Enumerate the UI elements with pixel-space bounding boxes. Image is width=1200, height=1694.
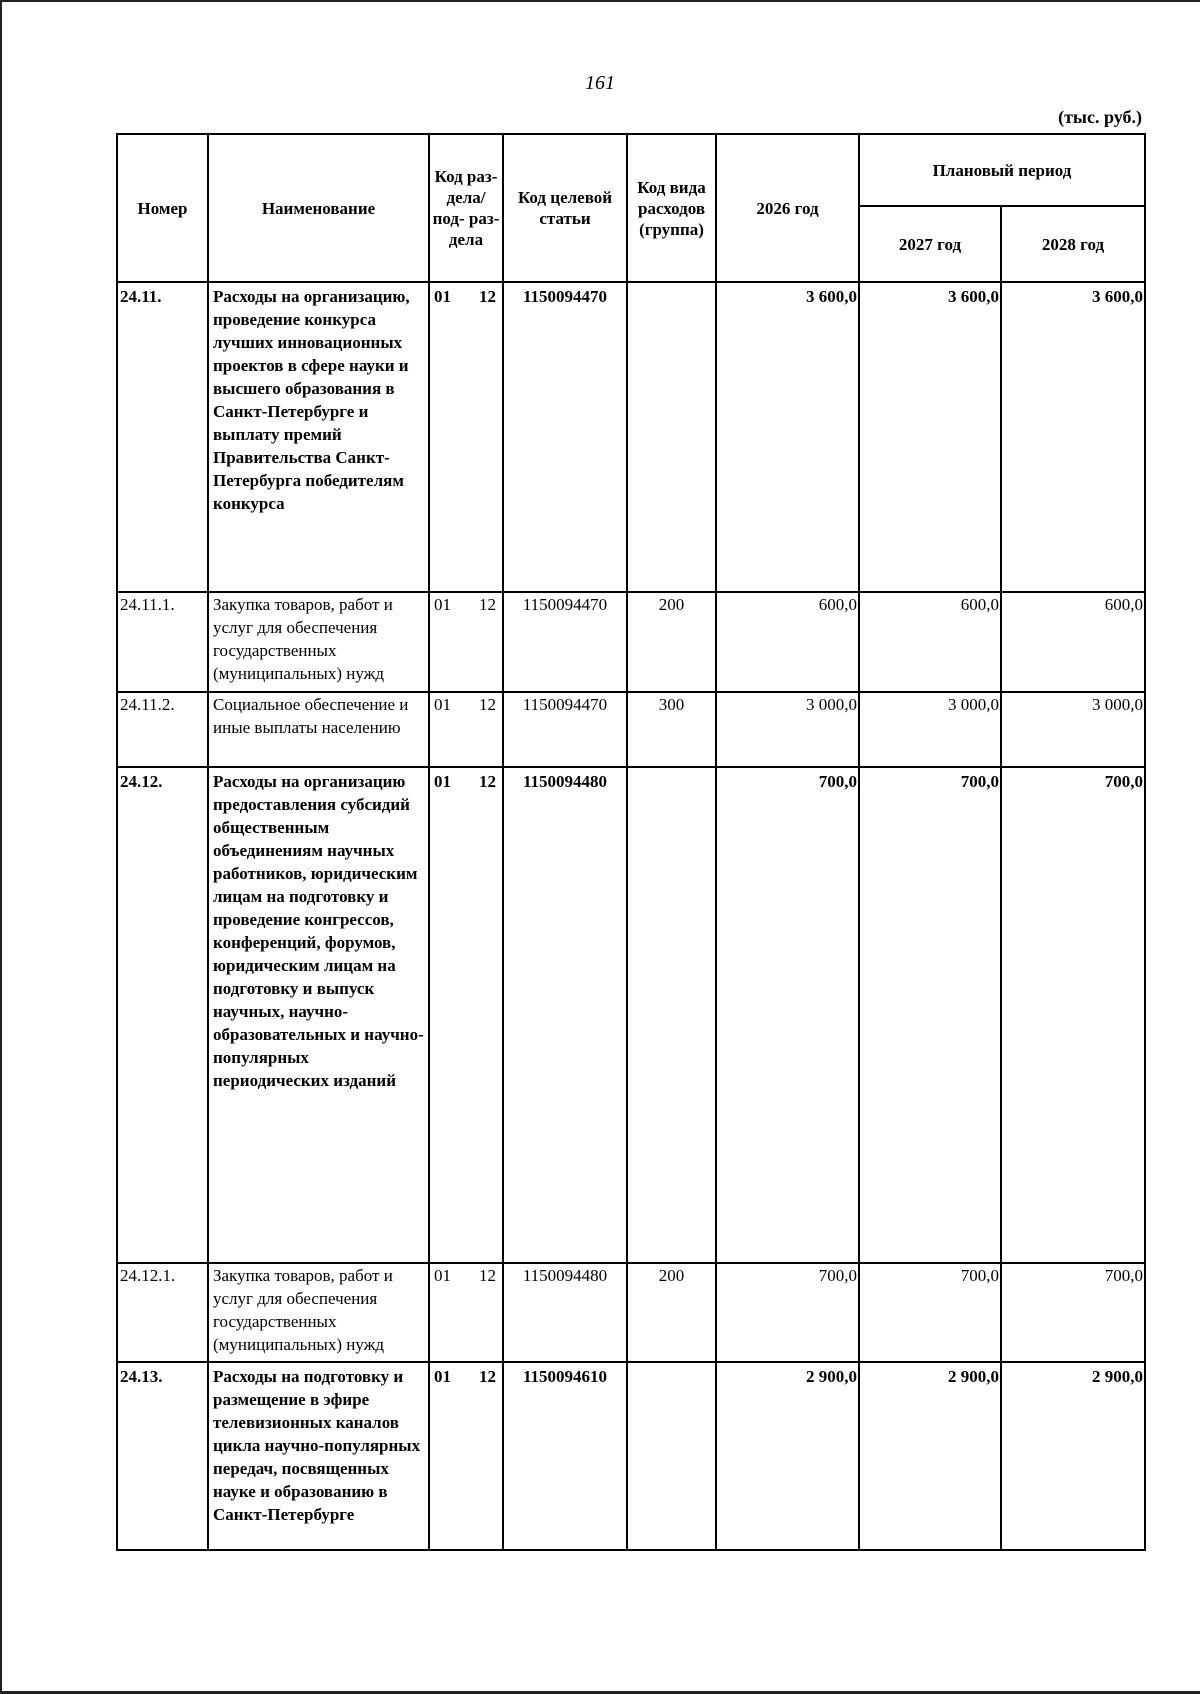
row-amount-2027: 700,0 [859, 1263, 1001, 1362]
row-target-code: 1150094470 [503, 282, 627, 592]
row-target-code: 1150094470 [503, 592, 627, 692]
row-amount-2028: 2 900,0 [1001, 1362, 1145, 1550]
header-number: Номер [117, 134, 208, 282]
row-number: 24.11.2. [117, 692, 208, 767]
header-2028: 2028 год [1001, 206, 1145, 282]
budget-table [116, 133, 1146, 1551]
row-amount-2026: 3 000,0 [716, 692, 859, 767]
row-expense-type [627, 282, 716, 592]
units-label: (тыс. руб.) [1058, 107, 1142, 127]
row-target-code: 1150094610 [503, 1362, 627, 1550]
row-amount-2027: 700,0 [859, 767, 1001, 1263]
table-row [117, 1362, 1145, 1550]
page-number: 161 [585, 72, 615, 94]
row-amount-2026: 700,0 [716, 1263, 859, 1362]
header-expense-type: Код вида расходов (группа) [627, 134, 716, 282]
row-expense-type: 300 [627, 692, 716, 767]
row-name: Расходы на организацию, проведение конкурса лучших инновационных проектов в сфере науки и высшего образования в Санкт-Петербурге и выплату премий Правительства Санкт-Петербурга победителям конкурса [208, 282, 429, 592]
row-target-code: 1150094480 [503, 767, 627, 1263]
header-section: Код раз- дела/ под- раз- дела [429, 134, 503, 282]
table-row [117, 1263, 1145, 1362]
row-name: Расходы на подготовку и размещение в эфире телевизионных каналов цикла научно-популярных передач, посвященных науке и образованию в Санкт-Петербурге [208, 1362, 429, 1550]
row-section-code [429, 592, 503, 692]
row-amount-2028: 700,0 [1001, 1263, 1145, 1362]
row-section-code [429, 1362, 503, 1550]
row-amount-2028: 600,0 [1001, 592, 1145, 692]
header-planned-period: Плановый период [859, 134, 1145, 206]
subsection-code: 12 [479, 1367, 496, 1386]
row-amount-2027: 3 600,0 [859, 282, 1001, 592]
row-section-code [429, 282, 503, 592]
section-code: 01 [434, 1367, 451, 1386]
section-code: 01 [434, 287, 451, 306]
table-row [117, 767, 1145, 1263]
header-2026: 2026 год [716, 134, 859, 282]
section-code: 01 [434, 595, 451, 614]
row-section-code [429, 1263, 503, 1362]
row-number: 24.13. [117, 1362, 208, 1550]
row-expense-type: 200 [627, 1263, 716, 1362]
row-name: Социальное обеспечение и иные выплаты населению [208, 692, 429, 767]
row-number: 24.12.1. [117, 1263, 208, 1362]
header-target: Код целевой статьи [503, 134, 627, 282]
row-amount-2026: 3 600,0 [716, 282, 859, 592]
row-number: 24.12. [117, 767, 208, 1263]
section-code: 01 [434, 1266, 451, 1285]
row-name: Расходы на организацию предоставления субсидий общественным объединениям научных работников, юридическим лицам на подготовку и проведение конгрессов, конференций, форумов, юридическим лицам на подготовку и выпуск научных, научно-образовательных и научно-популярных периодических изданий [208, 767, 429, 1263]
row-expense-type: 200 [627, 592, 716, 692]
header-2027: 2027 год [859, 206, 1001, 282]
row-number: 24.11.1. [117, 592, 208, 692]
subsection-code: 12 [479, 695, 496, 714]
section-code: 01 [434, 695, 451, 714]
subsection-code: 12 [479, 772, 496, 791]
table-row [117, 692, 1145, 767]
subsection-code: 12 [479, 287, 496, 306]
row-name: Закупка товаров, работ и услуг для обеспечения государственных (муниципальных) нужд [208, 1263, 429, 1362]
row-amount-2028: 3 000,0 [1001, 692, 1145, 767]
row-amount-2026: 2 900,0 [716, 1362, 859, 1550]
table-row [117, 282, 1145, 592]
section-code: 01 [434, 772, 451, 791]
row-section-code [429, 767, 503, 1263]
header-name: Наименование [208, 134, 429, 282]
row-amount-2026: 700,0 [716, 767, 859, 1263]
row-amount-2028: 3 600,0 [1001, 282, 1145, 592]
row-expense-type [627, 767, 716, 1263]
row-amount-2028: 700,0 [1001, 767, 1145, 1263]
row-expense-type [627, 1362, 716, 1550]
row-amount-2027: 3 000,0 [859, 692, 1001, 767]
row-target-code: 1150094480 [503, 1263, 627, 1362]
subsection-code: 12 [479, 1266, 496, 1285]
row-amount-2027: 600,0 [859, 592, 1001, 692]
table-row [117, 592, 1145, 692]
row-section-code [429, 692, 503, 767]
row-number: 24.11. [117, 282, 208, 592]
subsection-code: 12 [479, 595, 496, 614]
row-amount-2026: 600,0 [716, 592, 859, 692]
row-amount-2027: 2 900,0 [859, 1362, 1001, 1550]
row-target-code: 1150094470 [503, 692, 627, 767]
row-name: Закупка товаров, работ и услуг для обеспечения государственных (муниципальных) нужд [208, 592, 429, 692]
